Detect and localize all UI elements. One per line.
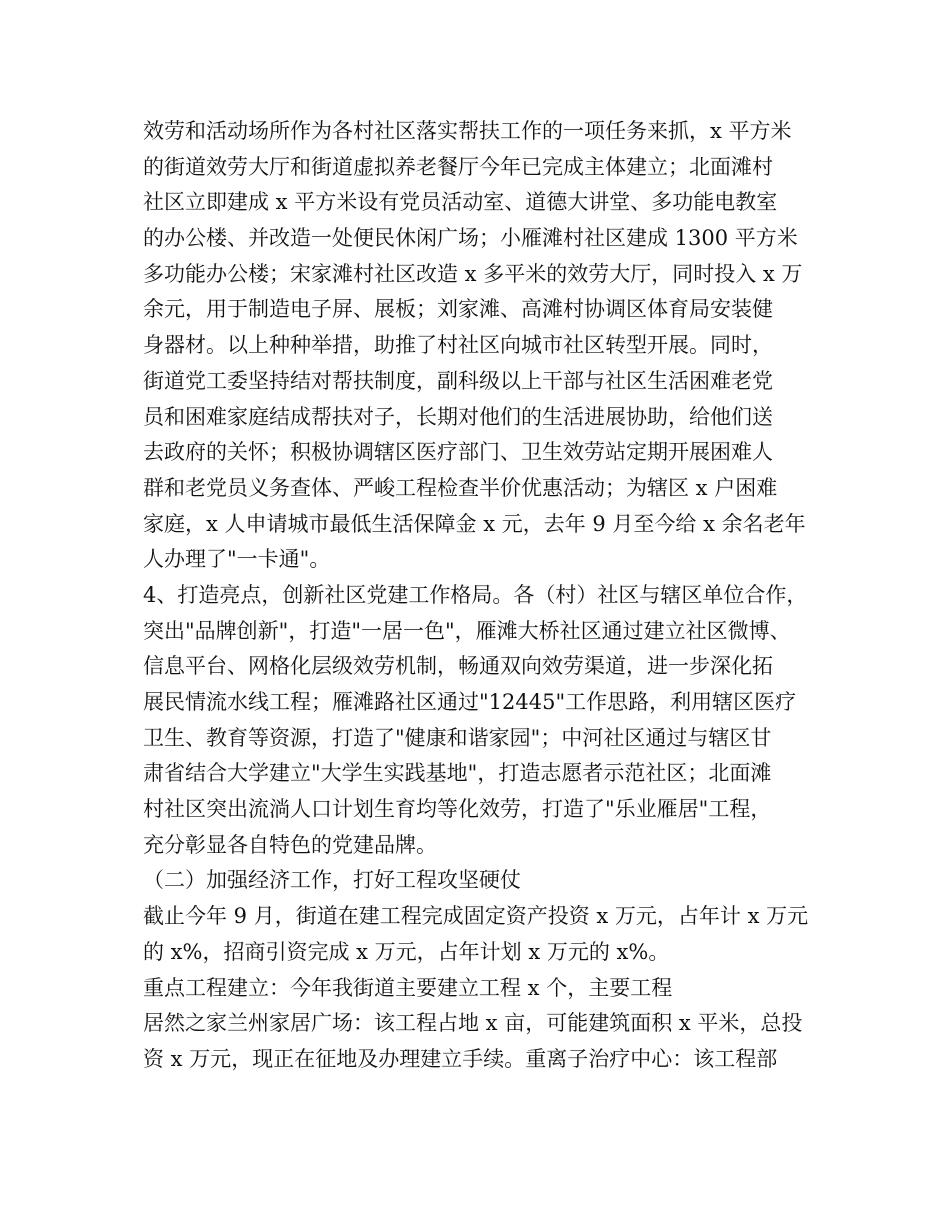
text-line: 居然之家兰州家居广场：该工程占地 x 亩，可能建筑面积 x 平米，总投 — [143, 1011, 803, 1036]
text-line: 信息平台、网格化层级效劳机制，畅通双向效劳渠道，进一步深化拓 — [143, 654, 773, 679]
text-line: 去政府的关怀；积极协调辖区医疗部门、卫生效劳站定期开展困难人 — [143, 440, 773, 465]
text-line: 资 x 万元，现正在征地及办理建立手续。重离子治疗中心：该工程部 — [143, 1046, 778, 1071]
text-line: 员和困难家庭结成帮扶对子，长期对他们的生活进展协助，给他们送 — [143, 404, 773, 429]
text-line: 身器材。以上种种举措，助推了村社区向城市社区转型开展。同时， — [143, 333, 773, 358]
text-line: 卫生、教育等资源，打造了"健康和谐家园"；中河社区通过与辖区甘 — [143, 725, 772, 750]
text-line: 街道党工委坚持结对帮扶制度，副科级以上干部与社区生活困难老党 — [143, 368, 773, 393]
text-line: 的办公楼、并改造一处便民休闲广场；小雁滩村社区建成 1300 平方米 — [143, 226, 798, 251]
text-line: 截止今年 9 月，街道在建工程完成固定资产投资 x 万元，占年计 x 万元 — [143, 904, 809, 929]
text-line: 余元，用于制造电子屏、展板；刘家滩、高滩村协调区体育局安装健 — [143, 297, 773, 322]
text-line: 肃省结合大学建立"大学生实践基地"，打造志愿者示范社区；北面滩 — [143, 761, 772, 786]
text-line: 的街道效劳大厅和街道虚拟养老餐厅今年已完成主体建立；北面滩村 — [143, 154, 773, 179]
text-line: 重点工程建立：今年我街道主要建立工程 x 个，主要工程 — [143, 975, 673, 1000]
text-line: 多功能办公楼；宋家滩村社区改造 x 多平米的效劳大厅，同时投入 x 万 — [143, 261, 803, 286]
text-line: 人办理了"一卡通"。 — [143, 547, 331, 572]
document-body — [143, 114, 823, 1078]
section-heading: 4、打造亮点，创新社区党建工作格局。各（村）社区与辖区单位合作， — [143, 582, 808, 607]
text-line: 村社区突出流淌人口计划生育均等化效劳，打造了"乐业雁居"工程， — [143, 797, 772, 822]
text-line: 展民情流水线工程；雁滩路社区通过"12445"工作思路，利用辖区医疗 — [143, 690, 797, 714]
text-line: 群和老党员义务查体、严峻工程检查半价优惠活动；为辖区 x 户困难 — [143, 475, 778, 500]
text-line: 家庭，x 人申请城市最低生活保障金 x 元，去年 9 月至今给 x 余名老年 — [143, 511, 806, 536]
section-heading: （二）加强经济工作，打好工程攻坚硬仗 — [143, 868, 521, 893]
text-line: 突出"品牌创新"，打造"一居一色"，雁滩大桥社区通过建立社区微博、 — [143, 618, 791, 643]
text-line: 充分彰显各自特色的党建品牌。 — [143, 832, 437, 857]
text-line: 的 x%，招商引资完成 x 万元，占年计划 x 万元的 x%。 — [143, 939, 670, 964]
text-line: 效劳和活动场所作为各村社区落实帮扶工作的一项任务来抓，x 平方米 — [143, 119, 792, 143]
text-line: 社区立即建成 x 平方米设有党员活动室、道德大讲堂、多功能电教室 — [143, 190, 778, 215]
